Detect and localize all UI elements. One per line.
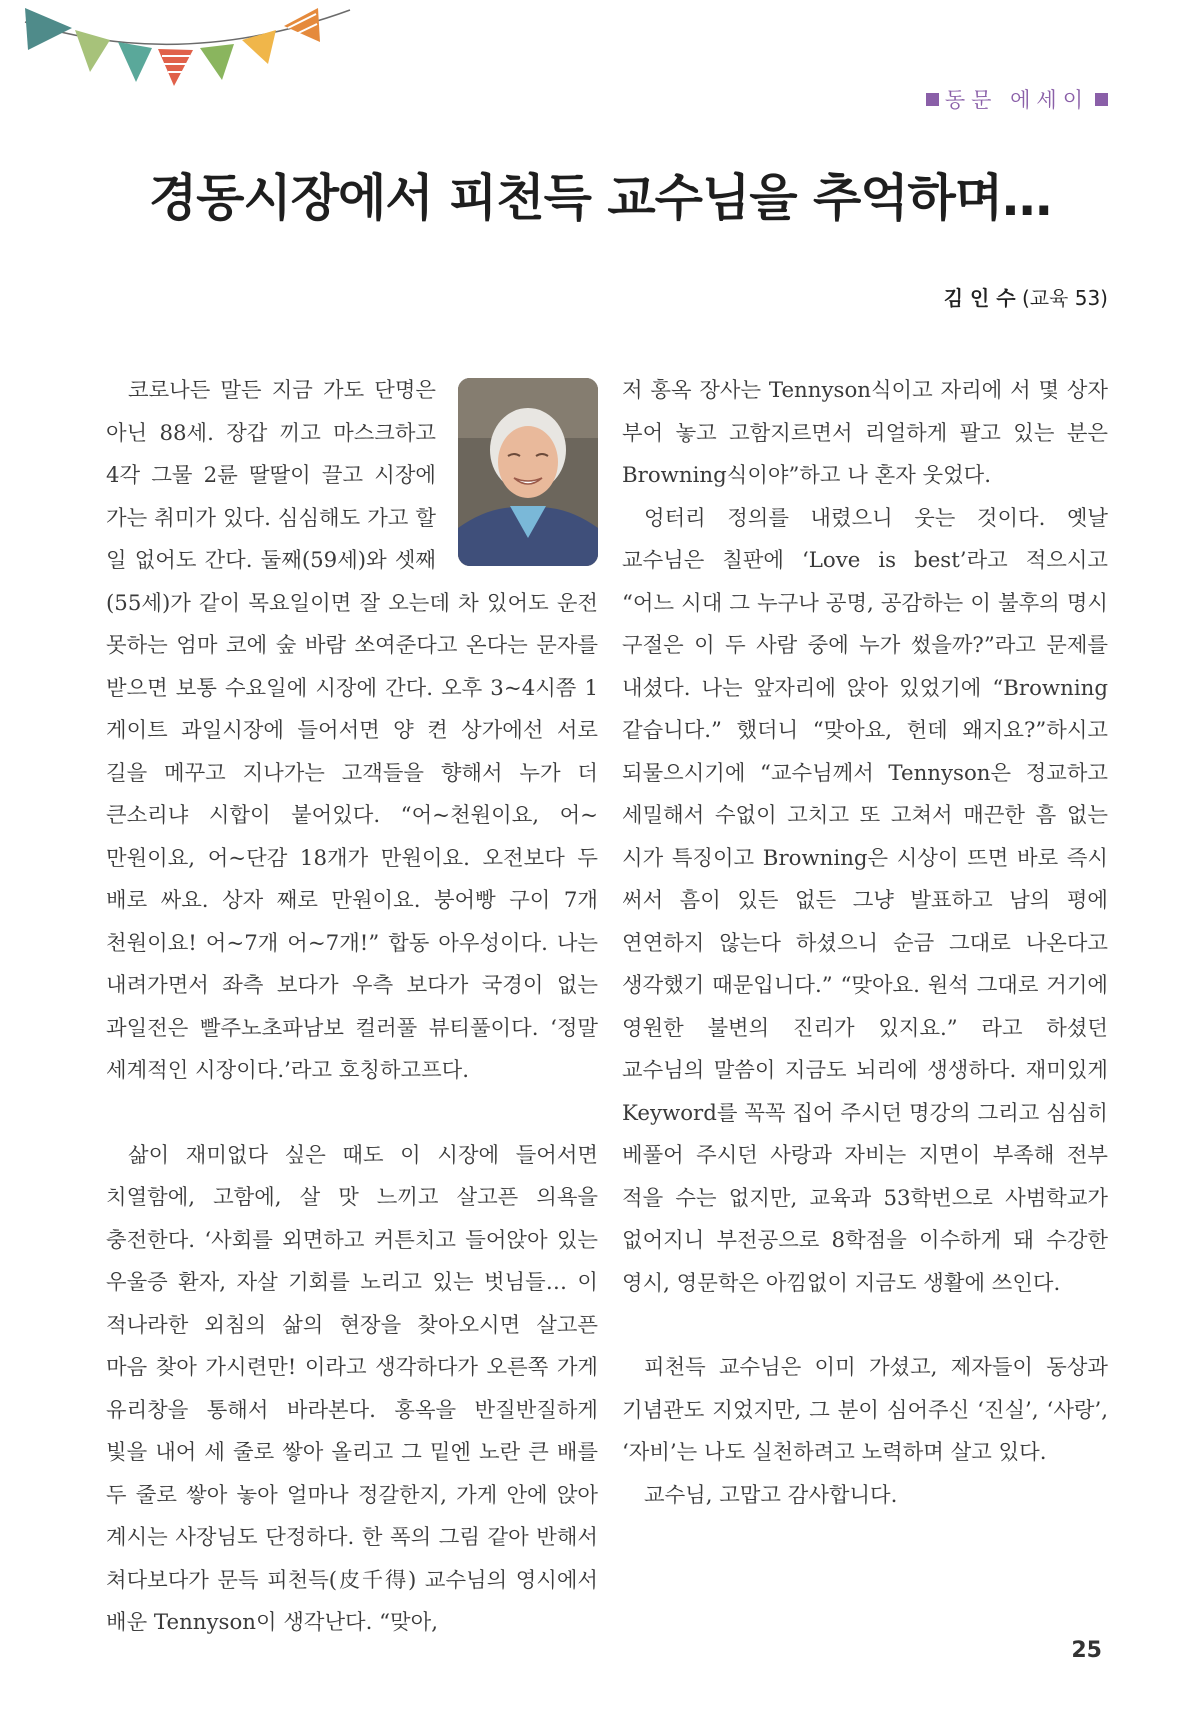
page-number: 25: [1071, 1638, 1102, 1663]
left-column: [106, 370, 598, 1645]
section-label-text: 동문 에세이: [944, 88, 1089, 112]
bunting-decoration: [0, 0, 380, 110]
section-label: [926, 84, 1108, 114]
paragraph: 코로나든 말든 지금 가도 단명은 아닌 88세. 장갑 끼고 마스크하고 4각 그물 2륜 딸딸이 끌고 시장에 가는 취미가 있다. 심심해도 가고 할 일 없어도 간다. 둘째(59세)와 셋째(55세)가 같이 목요일이면 잘 오는데 차 있어도 운전 못하는 엄마 코에 숲 바람 쏘여준다고 온다는 문자를 받으면 보통 수요일에 시장에 간다. 오후 3~4시쯤 1 게이트 과일시장에 들어서면 양 켠 상가에선 서로 길을 메꾸고 지나가는 고객들을 향해서 누가 더 큰소리냐 시합이 붙어있다. “어~천원이요, 어~만원이요, 어~단감 18개가 만원이요. 오전보다 두 배로 싸요. 상자 째로 만원이요. 붕어빵 구이 7개 천원이요! 어~7개 어~7개!” 합동 아우성이다. 나는 내려가면서 좌측 보다가 우측 보다가 국경이 없는 과일전은 빨주노초파남보 컬러풀 뷰티풀이다. ‘정말 세계적인 시장이다.’라고 호칭하고프다.: [106, 378, 598, 1083]
paragraph-gap: [106, 1093, 598, 1135]
paragraph: 피천득 교수님은 이미 가셨고, 제자들이 동상과 기념관도 지었지만, 그 분이 심어주신 ‘진실’, ‘사랑’, ‘자비’는 나도 실천하려고 노력하며 살고 있다.: [622, 1355, 1108, 1465]
article-title: 경동시장에서 피천득 교수님을 추억하며…: [148, 169, 1052, 227]
paragraph: 엉터리 정의를 내렸으니 웃는 것이다. 옛날 교수님은 칠판에 ‘Love is best’라고 적으시고 “어느 시대 그 누구나 공명, 공감하는 이 불후의 명시 구절은 이 두 사람 중에 누가 썼을까?”라고 문제를 내셨다. 나는 앞자리에 앉아 있었기에 “Browning 같습니다.” 했더니 “맞아요, 헌데 왜지요?”하시고 되물으시기에 “교수님께서 Tennyson은 정교하고 세밀해서 수없이 고치고 또 고쳐서 매끈한 흠 없는 시가 특징이고 Browning은 시상이 뜨면 바로 즉시 써서 흠이 있든 없든 그냥 발표하고 남의 평에 연연하지 않는다 하셨으니 순금 그대로 나온다고 생각했기 때문입니다.” “맞아요. 원석 그대로 거기에 영원한 불변의 진리가 있지요.” 라고 하셨던 교수님의 말씀이 지금도 뇌리에 생생하다. 재미있게 Keyword를 꼭꼭 집어 주시던 명강의 그리고 심심히 베풀어 주시던 사랑과 자비는 지면이 부족해 전부 적을 수는 없지만, 교육과 53학번으로 사범학교가 없어지니 부전공으로 8학점을 이수하게 돼 수강한 영시, 영문학은 아낌없이 지금도 생활에 쓰인다.: [622, 505, 1108, 1296]
author-affiliation: (교육 53): [1021, 286, 1108, 310]
square-icon: [1095, 93, 1108, 106]
paragraph: 교수님, 고맙고 감사합니다.: [644, 1482, 898, 1508]
author-line: [944, 282, 1108, 311]
paragraph: 저 홍옥 장사는 Tennyson식이고 자리에 서 몇 상자 부어 놓고 고함지르면서 리얼하게 팔고 있는 분은 Browning식이야”하고 나 혼자 웃었다.: [622, 378, 1108, 488]
author-name: 김 인 수: [943, 286, 1016, 310]
right-column: [622, 370, 1108, 1517]
square-icon: [926, 93, 939, 106]
author-photo: [458, 378, 598, 566]
paragraph: 삶이 재미없다 싶은 때도 이 시장에 들어서면 치열함에, 고함에, 살 맛 느끼고 살고픈 의욕을 충전한다. ‘사회를 외면하고 커튼치고 들어앉아 있는 우울증 환자, 자살 기회를 노리고 있는 벗님들… 이 적나라한 외침의 삶의 현장을 찾아오시면 살고픈 마음 찾아 가시련만! 이라고 생각하다가 오른쪽 가게 유리창을 통해서 바라본다. 홍옥을 반질반질하게 빛을 내어 세 줄로 쌓아 올리고 그 밑엔 노란 큰 배를 두 줄로 쌓아 놓아 얼마나 정갈한지, 가게 안에 앉아 계시는 사장님도 단정하다. 한 폭의 그림 같아 반해서 쳐다보다가 문득 피천득(皮千得) 교수님의 영시에서 배운 Tennyson이 생각난다. “맞아,: [106, 1142, 598, 1635]
paragraph-gap: [622, 1305, 1108, 1347]
portrait-icon: [458, 378, 598, 566]
